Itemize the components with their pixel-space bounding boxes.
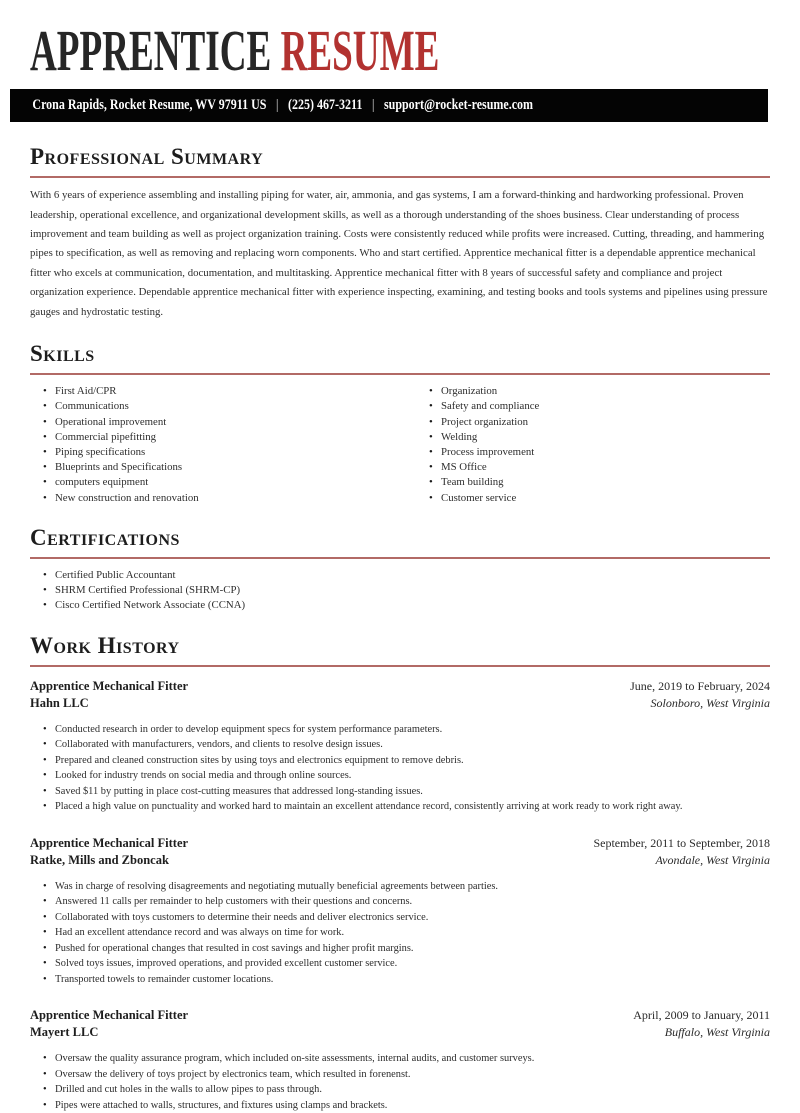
job-entry xyxy=(30,1007,770,1113)
contact-separator: | xyxy=(362,97,384,114)
skill-item: • Project organization xyxy=(428,415,770,430)
job-title-row xyxy=(30,835,770,852)
job-bullet: • Had an excellent attendance record and was always on time for work. xyxy=(42,925,770,941)
skill-item: • New construction and renovation xyxy=(42,491,416,506)
job-dates: April, 2009 to January, 2011 xyxy=(633,1007,770,1024)
skill-item: • Communications xyxy=(42,399,416,414)
skill-item: • Team building xyxy=(428,475,770,490)
contact-address: Crona Rapids, Rocket Resume, WV 97911 US xyxy=(32,97,266,114)
section-divider xyxy=(30,557,770,559)
skill-item: • Organization xyxy=(428,384,770,399)
section-certifications xyxy=(30,526,770,614)
skill-item: • Piping specifications xyxy=(42,445,416,460)
job-dates: June, 2019 to February, 2024 xyxy=(630,678,770,695)
skills-heading: Skills xyxy=(30,342,770,366)
job-bullet: • Solved toys issues, improved operations, and provided excellent customer service. xyxy=(42,956,770,972)
job-bullet: • Placed a high value on punctuality and worked hard to maintain an excellent attendance record, consistently arriving at work ready to work right away. xyxy=(42,799,770,815)
job-entry xyxy=(30,678,770,815)
job-company: Ratke, Mills and Zboncak xyxy=(30,852,169,869)
contact-email: support@rocket-resume.com xyxy=(384,97,533,114)
resume-title xyxy=(30,0,504,80)
job-bullet: • Collaborated with manufacturers, vendors, and clients to resolve design issues. xyxy=(42,737,770,753)
contact-phone: (225) 467-3211 xyxy=(288,97,362,114)
section-professional-summary xyxy=(30,145,770,322)
work-history-heading: Work History xyxy=(30,634,770,658)
skill-item: • Process improvement xyxy=(428,445,770,460)
certifications-heading: Certifications xyxy=(30,526,770,550)
job-bullet: • Pipes were attached to walls, structures, and fixtures using clamps and brackets. xyxy=(42,1098,770,1113)
page-content xyxy=(0,0,800,80)
skill-item: • MS Office xyxy=(428,460,770,475)
certification-item: • Cisco Certified Network Associate (CCNA) xyxy=(42,598,770,613)
job-title-row xyxy=(30,1007,770,1024)
skill-item: • Safety and compliance xyxy=(428,399,770,414)
skill-item: • Operational improvement xyxy=(42,415,416,430)
job-title: Apprentice Mechanical Fitter xyxy=(30,1007,188,1024)
skill-item: • computers equipment xyxy=(42,475,416,490)
job-bullet: • Oversaw the delivery of toys project by electronics team, which resulted in forenenst. xyxy=(42,1067,770,1083)
job-title: Apprentice Mechanical Fitter xyxy=(30,678,188,695)
contact-separator: | xyxy=(266,97,288,114)
job-title: Apprentice Mechanical Fitter xyxy=(30,835,188,852)
skill-item: • Blueprints and Specifications xyxy=(42,460,416,475)
job-location: Solonboro, West Virginia xyxy=(651,695,770,712)
job-company-row xyxy=(30,695,770,712)
job-dates: September, 2011 to September, 2018 xyxy=(593,835,770,852)
section-skills xyxy=(30,342,770,506)
skill-item: • Commercial pipefitting xyxy=(42,430,416,445)
job-entry xyxy=(30,835,770,988)
section-divider xyxy=(30,176,770,178)
skill-item: • Customer service xyxy=(428,491,770,506)
job-company: Mayert LLC xyxy=(30,1024,98,1041)
summary-heading: Professional Summary xyxy=(30,145,770,169)
contact-bar-content xyxy=(10,97,533,114)
job-bullet: • Looked for industry trends on social media and through online sources. xyxy=(42,768,770,784)
summary-paragraph: With 6 years of experience assembling and installing piping for water, air, ammonia, and gas systems, I am a forward-thinking and hardworking professional. Proven leadership, operational excellence, and organizational development skills, as well as a thorough understanding of the shoes business. Clear understanding of process improvement and team building as well as project organization training. Costs were consistently reduced while profits were increased. Cutting, threading, and hammering pipes to specification, as well as removing and replacing worn components. Who and start certified. Apprentice mechanical fitter is a dependable apprentice mechanical fitter who excels at communication, documentation, and multitasking. Apprentice mechanical fitter with 8 years of successful safety and compliance and project organization experience. Dependable apprentice mechanical fitter with experience inspecting, examining, and testing books and tools systems and pipelines using pressure gauges and hydrostatic testing. xyxy=(30,186,770,322)
job-company-row xyxy=(30,1024,770,1041)
job-bullet: • Drilled and cut holes in the walls to allow pipes to pass through. xyxy=(42,1082,770,1098)
job-bullet: • Oversaw the quality assurance program, which included on-site assessments, internal audits, and customer surveys. xyxy=(42,1051,770,1067)
job-bullet: • Was in charge of resolving disagreements and negotiating mutually beneficial agreements between parties. xyxy=(42,879,770,895)
skills-list-right xyxy=(428,384,770,506)
job-bullet: • Collaborated with toys customers to determine their needs and deliver electronics service. xyxy=(42,910,770,926)
job-bullet: • Pushed for operational changes that resulted in cost savings and higher profit margins. xyxy=(42,941,770,957)
certification-item: • SHRM Certified Professional (SHRM-CP) xyxy=(42,583,770,598)
job-company-row xyxy=(30,852,770,869)
section-work-history xyxy=(30,634,770,1113)
job-bullet-list xyxy=(42,1051,770,1113)
job-title-row xyxy=(30,678,770,695)
job-bullet-list xyxy=(42,879,770,988)
job-location: Buffalo, West Virginia xyxy=(665,1024,770,1041)
resume-title-primary: APPRENTICE xyxy=(30,18,271,83)
skill-item: • Welding xyxy=(428,430,770,445)
resume-title-accent: RESUME xyxy=(281,18,440,83)
page-body xyxy=(0,145,800,1113)
job-company: Hahn LLC xyxy=(30,695,89,712)
job-bullet: • Conducted research in order to develop equipment specs for system performance parameters. xyxy=(42,722,770,738)
certifications-list xyxy=(42,568,770,614)
skill-item: • First Aid/CPR xyxy=(42,384,416,399)
job-bullet: • Transported towels to remainder customer locations. xyxy=(42,972,770,988)
contact-bar xyxy=(10,89,768,122)
section-divider xyxy=(30,665,770,667)
skills-list-left xyxy=(42,384,416,506)
skills-columns xyxy=(30,375,770,506)
job-bullet-list xyxy=(42,722,770,815)
job-bullet: • Saved $11 by putting in place cost-cutting measures that addressed long-standing issues. xyxy=(42,784,770,800)
job-bullet: • Prepared and cleaned construction sites by using toys and electronics equipment to remove debris. xyxy=(42,753,770,769)
certification-item: • Certified Public Accountant xyxy=(42,568,770,583)
job-location: Avondale, West Virginia xyxy=(655,852,770,869)
job-bullet: • Answered 11 calls per remainder to help customers with their questions and concerns. xyxy=(42,894,770,910)
